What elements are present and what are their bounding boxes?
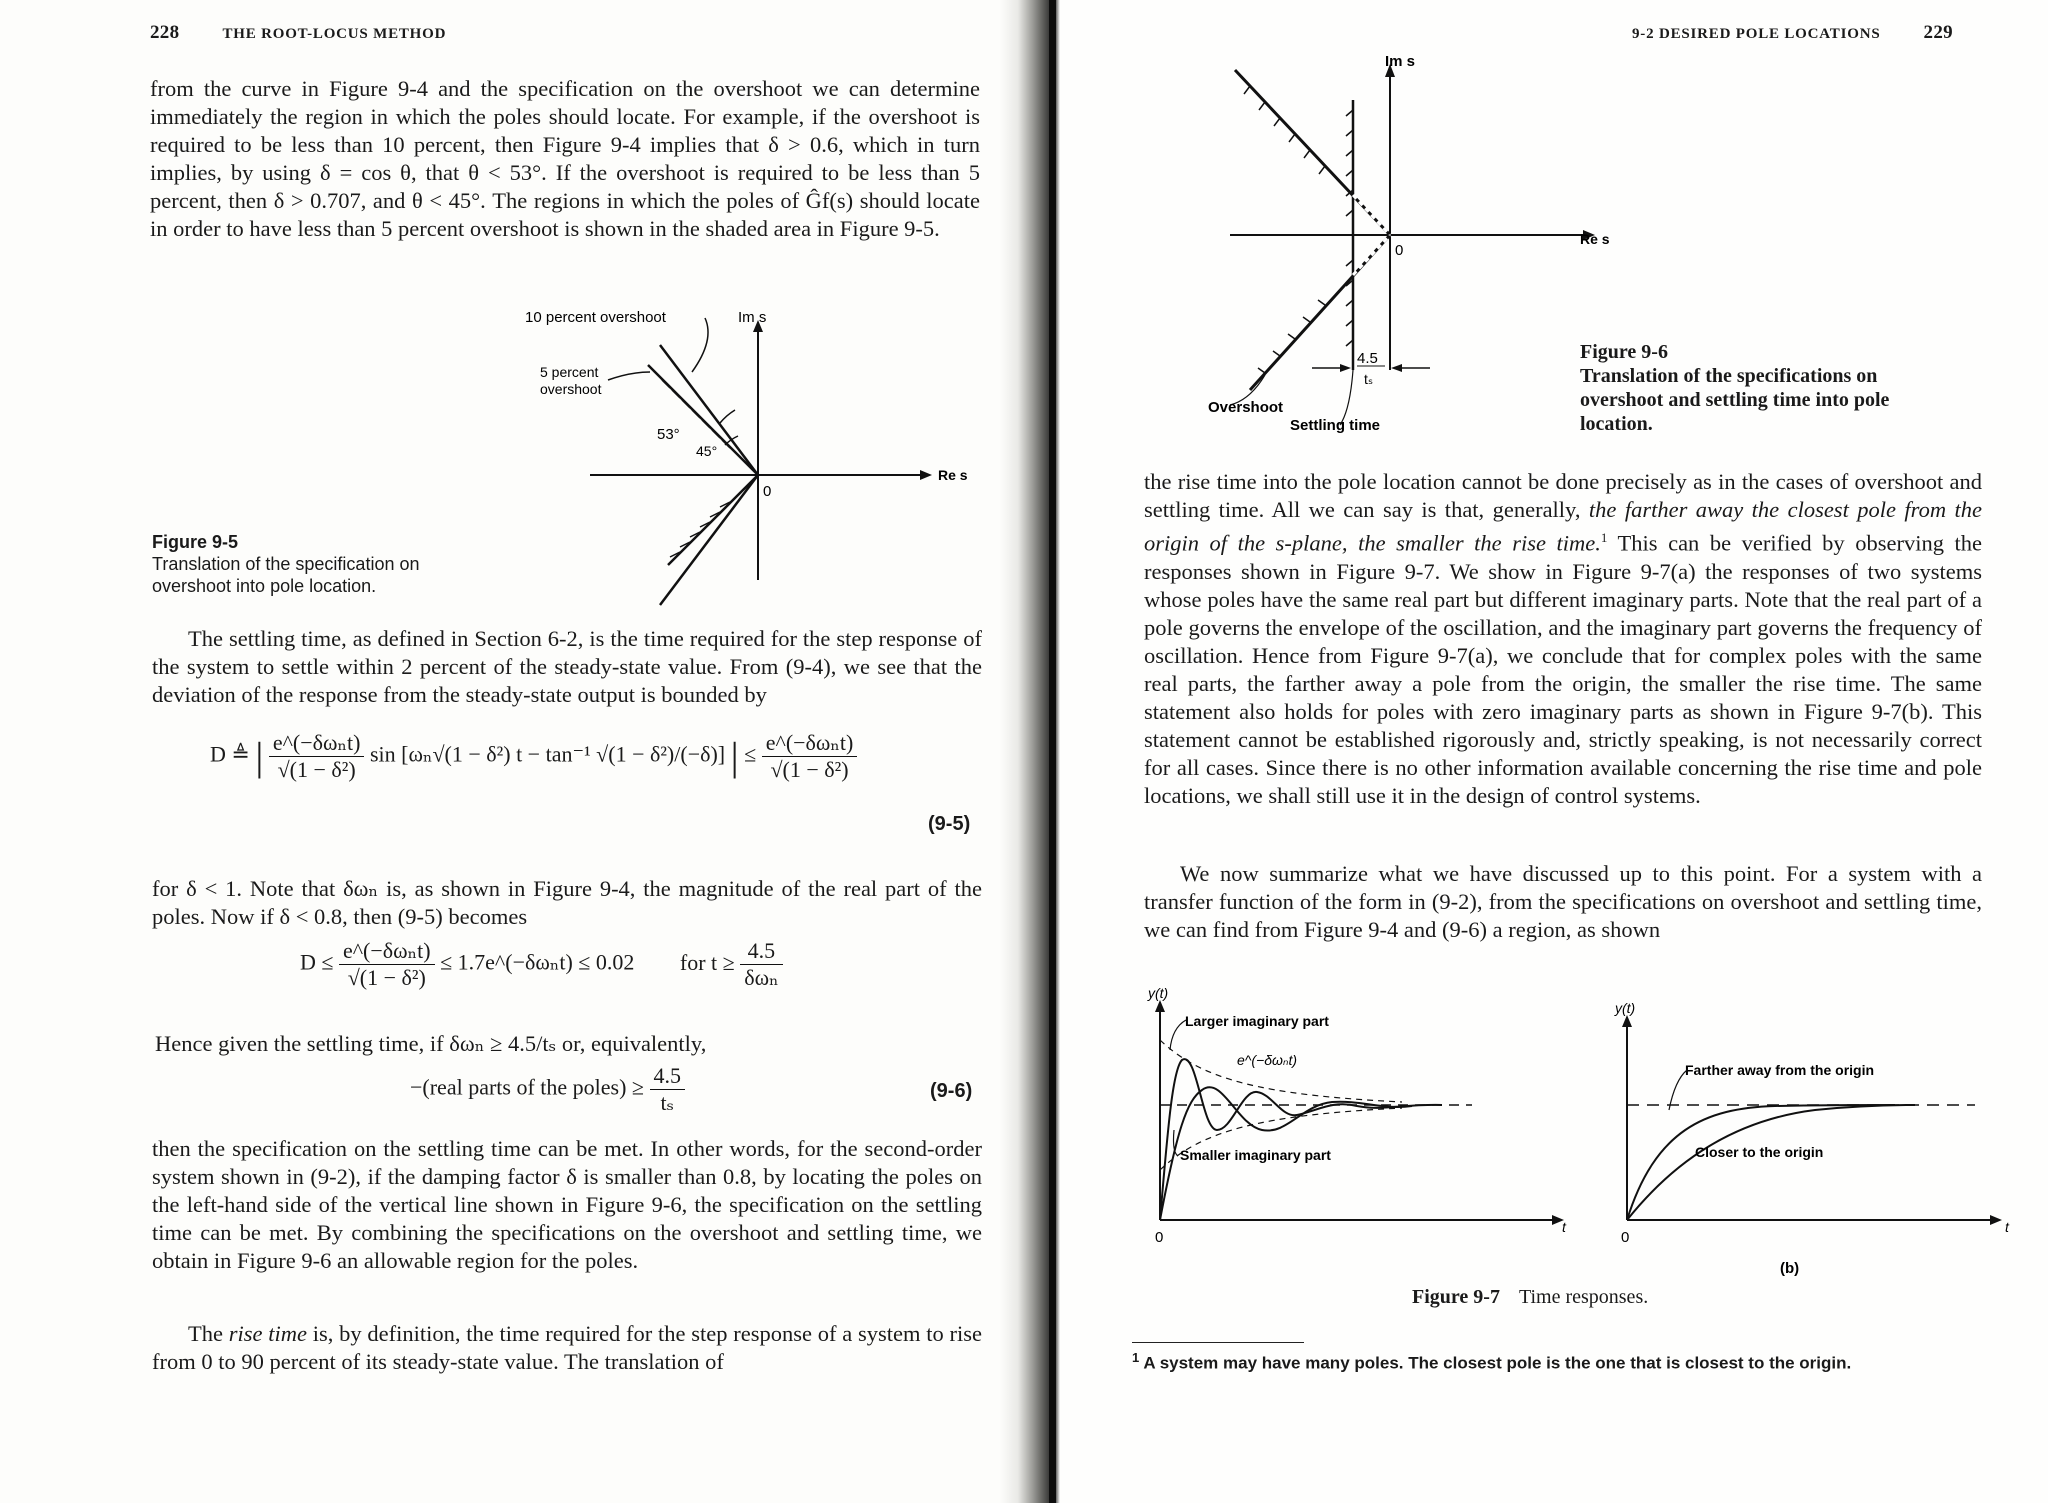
fig96-caption-line-3: location. [1580, 413, 1653, 435]
fig97b-origin: 0 [1621, 1229, 1630, 1246]
fig97-caption-title: Figure 9-7 [1412, 1286, 1500, 1308]
fig95-caption-title: Figure 9-5 [152, 532, 239, 552]
fig97a-t-label: t [1562, 1219, 1566, 1235]
left-page-header [150, 22, 446, 44]
right-paragraph-2: We now summarize what we have discussed up to this point. For a system with a transfer function of the form in (9-2), from the specifications on overshoot and settling time, we can find from Figure 9-4 and (9-6) a region, as shown [1144, 861, 1982, 942]
fig97b-t-label: t [2005, 1219, 2009, 1235]
eq96-num: 4.5 [650, 1063, 686, 1090]
eqb-cond-num: 4.5 [740, 938, 782, 965]
eqb-fraction [339, 938, 435, 991]
fig96-dim-arrow-left [1340, 364, 1351, 372]
eq95-number: (9-5) [928, 813, 971, 835]
fig95-arc-53 [720, 410, 735, 423]
eq95-den-2: √(1 − δ²) [770, 757, 849, 782]
eqb-rest: ≤ 1.7e^(−δωₙt) ≤ 0.02 [440, 949, 635, 975]
fig96-label-origin: 0 [1395, 242, 1404, 259]
left-paragraph-1: from the curve in Figure 9-4 and the specification on the overshoot we can determine immediately the region in which the poles should locate. For example, if the overshoot is required to be less than 10 percent, then Figure 9-4 implies that δ > 0.6, which in turn implies, by using δ = cos θ, that θ < 53°. If the overshoot is required to be less than 5 percent, then δ > 0.707, and θ < 45°. The regions in which the poles of Ĝf(s) should locate in order to have less than 5 percent overshoot is shown in the shaded area in Figure 9-5. [150, 76, 980, 241]
eqb-num: e^(−δωₙt) [339, 938, 435, 965]
figure-9-7-caption [1412, 1286, 1648, 1308]
fig96-label-settling: Settling time [1290, 417, 1381, 434]
fig95-label-im: Im s [738, 309, 767, 326]
equation-9-5: D ≜ | $\frac{\text{e\textasciicircum{}(−δωₙt)}}{\text{√(1 − δ²)}}$ sin [ωₙ√(1 − δ²) t − tan⁻¹ √(1 − δ²)/(−δ)] | ≤ $\frac{\text{e\textasciicircum{}(−δωₙt)}}{\text{√(1 − δ²)}}$ [210, 730, 857, 783]
left-paragraph-5: then the specification on the settling time can be met. In other words, for the second-order system shown in (9-2), if the damping factor δ is smaller than 0.8, by locating the poles on the left-hand side of the vertical line shown in Figure 9-6, the specification on the settling time can be met. By combining the specifications on the overshoot and settling time, we obtain in Figure 9-6 an allowable region for the poles. [152, 1136, 982, 1273]
right-paragraph-1 [1144, 468, 1982, 810]
fig95-label-origin: 0 [763, 483, 772, 500]
eq95-lhs: D ≜ [210, 741, 250, 767]
fig95-label-53: 53° [657, 426, 680, 443]
fig96-label-value: 4.5 [1357, 350, 1378, 367]
eqb-cond-fraction [740, 938, 782, 991]
left-page-number: 228 [150, 22, 180, 43]
rp1-rest: This can be verified by observing the responses shown in Figure 9-7. We show in Figure 9-7(a) the responses of two systems whose poles have the same real part but different imaginary parts. Note that the real part of a pole governs the envelope of the oscillation, and the imaginary part governs the frequency of oscillation. Hence from Figure 9-7(a), we conclude that for complex poles with the same real parts, the farther away a pole from the origin, the smaller the rise time. The same statement also holds for poles with zero imaginary parts as shown in Figure 9-7(b). This statement cannot be established rigorously and, strictly speaking, is not necessarily correct for all cases. Since there is no other information available concerning the rise time and pole locations, we shall still use it in the design of control systems. [1144, 530, 1982, 808]
fig97a-y-label: y(t) [1148, 985, 1169, 1001]
fig97b-label-closer: Closer to the origin [1695, 1144, 1824, 1160]
figure-9-6-caption [1580, 340, 2000, 436]
fig95-label-re: Re s [938, 467, 968, 483]
fig95-label-5pct-a: 5 percent [540, 364, 599, 380]
eq95-mid: sin [ωₙ√(1 − δ²) t − tan⁻¹ √(1 − δ²)/(−δ)] [369, 741, 726, 767]
fig97b-y-label: y(t) [1615, 1000, 1636, 1016]
fig96-label-value-den: tₛ [1364, 371, 1374, 387]
eq96-number: (9-6) [930, 1080, 973, 1102]
footnote-text: A system may have many poles. The closest pole is the one that is closest to the origin. [1143, 1353, 1852, 1373]
eqb-cond-pre: for t ≥ [679, 949, 735, 975]
right-page-header [1632, 22, 1953, 44]
eq95-den-1: √(1 − δ²) [277, 757, 356, 782]
eq95-fraction-2 [762, 730, 858, 783]
fig95-real-arrow [920, 470, 932, 480]
fig97a-larger-imag-curve [1160, 1059, 1442, 1220]
fig96-caption-line-1: Translation of the specifications on [1580, 365, 1878, 387]
fig95-label-5pct-b: overshoot [540, 381, 602, 397]
book-spine-shadow [1049, 0, 1056, 1503]
fig95-label-45: 45° [696, 443, 718, 459]
fig97a-origin: 0 [1155, 1229, 1164, 1246]
fig95-line-10pct-lower [660, 475, 758, 605]
fig97b-sublabel: (b) [1780, 1260, 1800, 1277]
right-running-head: 9-2 DESIRED POLE LOCATIONS [1632, 26, 1881, 42]
eq95-fraction-1 [269, 730, 365, 783]
left-running-head: THE ROOT-LOCUS METHOD [222, 26, 447, 42]
eq95-num-2: e^(−δωₙt) [762, 730, 858, 757]
fig97b-closer-curve [1627, 1105, 1915, 1220]
fig95-arc-45 [725, 436, 738, 445]
para6-end: is, by definition, the time required for the step response of a system to rise from 0 to 90 percent of its steady-state value. The translation of [152, 1321, 982, 1374]
right-page-number: 229 [1923, 22, 1953, 43]
eq95-rel: ≤ [744, 741, 757, 767]
para6-rise-time: rise time [228, 1321, 307, 1346]
rp1-italic-claim: the farther away the closest pole from the origin of the s-plane, the smaller the rise time. [1144, 497, 1982, 556]
figure-9-5-caption [152, 531, 532, 597]
figure-9-7a [1142, 980, 1582, 1250]
fig95-leader-10 [692, 318, 708, 372]
fig97a-leader-larger [1170, 1020, 1186, 1050]
fig97a-envelope-upper [1160, 1040, 1402, 1102]
fig97a-y-arrow [1155, 1000, 1165, 1012]
fig95-caption-line-2: overshoot into pole location. [152, 576, 377, 596]
footnote [1132, 1350, 2012, 1374]
fig95-hatching [662, 380, 730, 557]
para6-start: The [188, 1321, 229, 1346]
fig97-caption-text: Time responses. [1518, 1286, 1649, 1308]
left-paragraph-2: The settling time, as defined in Section 6-2, is the time required for the step response of the system to settle within 2 percent of the steady-state value. From (9-4), we see that the deviation of the response from the steady-state output is bounded by [152, 626, 982, 707]
fig96-caption-line-2: overshoot and settling time into pole [1580, 389, 1890, 411]
fig97b-y-arrow [1622, 1015, 1632, 1027]
fig97a-label-smaller: Smaller imaginary part [1180, 1147, 1331, 1163]
fig95-leader-5 [608, 372, 650, 380]
left-paragraph-6 [152, 1320, 982, 1376]
fig96-label-re: Re s [1580, 231, 1610, 247]
eq96-fraction [650, 1063, 686, 1116]
fig95-line-5pct-lower [668, 475, 758, 565]
fig95-label-10pct: 10 percent overshoot [525, 309, 666, 326]
fig96-label-im: Im s [1385, 53, 1416, 70]
fig96-label-overshoot: Overshoot [1208, 399, 1284, 416]
figure-9-5 [520, 300, 990, 590]
left-paragraph-3: for δ < 1. Note that δωₙ is, as shown in Figure 9-4, the magnitude of the real part of the poles. Now if δ < 0.8, then (9-5) becomes [152, 876, 982, 929]
eq96-lhs: −(real parts of the poles) ≥ [410, 1074, 645, 1100]
figure-9-7b [1595, 990, 2025, 1280]
fig97a-label-larger: Larger imaginary part [1185, 1013, 1329, 1029]
fig96-caption-title: Figure 9-6 [1580, 341, 1668, 363]
eqb-den: √(1 − δ²) [347, 965, 426, 990]
fig97a-label-envelope: e^(−δωₙt) [1237, 1052, 1298, 1068]
rp1-start: the rise time into the pole location cannot be done precisely as in the cases of overshoot and settling time. All we can say is that, generally, [1144, 469, 1982, 522]
equation-bound [300, 938, 783, 991]
equation-9-6 [410, 1063, 685, 1116]
rp1-footnote-mark: 1 [1600, 530, 1608, 545]
footnote-mark: 1 [1132, 1350, 1140, 1365]
left-paragraph-4: Hence given the settling time, if δωₙ ≥ 4.5/tₛ or, equivalently, [155, 1031, 707, 1056]
fig95-caption-line-1: Translation of the specification on [152, 554, 420, 574]
figure-9-6 [1140, 50, 1610, 450]
fig96-dim-arrow-right [1391, 364, 1402, 372]
eqb-lhs: D ≤ [300, 949, 334, 975]
eq95-num-1: e^(−δωₙt) [269, 730, 365, 757]
eq96-den: tₛ [660, 1090, 675, 1115]
fig97b-label-farther: Farther away from the origin [1685, 1062, 1875, 1078]
right-page [1060, 0, 2048, 1503]
eqb-cond-den: δωₙ [744, 965, 779, 990]
fig97b-t-arrow [1990, 1215, 2002, 1225]
footnote-rule [1132, 1342, 1304, 1343]
fig96-overshoot-hatching [1244, 86, 1325, 373]
